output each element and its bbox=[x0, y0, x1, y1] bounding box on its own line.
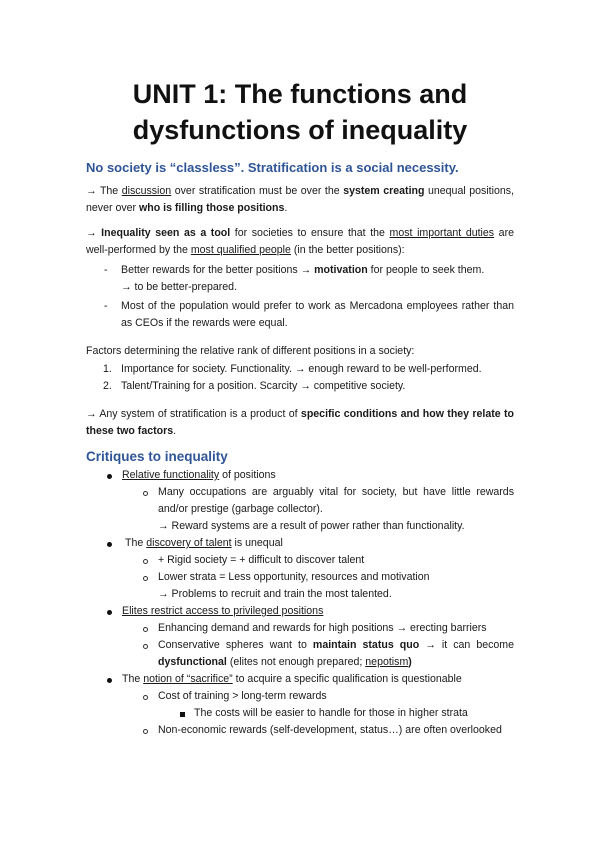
list-number: 2. bbox=[103, 380, 112, 392]
critique-discovery-talent: The discovery of talent is unequal bbox=[125, 537, 283, 549]
bullet-icon bbox=[107, 610, 112, 615]
critique-elites: Elites restrict access to privileged positions bbox=[122, 605, 324, 617]
factor-item-talent: Talent/Training for a position. Scarcity → competitive society. bbox=[121, 380, 406, 392]
subsub-item-higher-strata: The costs will be easier to handle for those in higher strata bbox=[194, 707, 468, 719]
dash-item-rewards: Better rewards for the better positions → motivation for people to seek them. → to be better-prepared. bbox=[121, 264, 485, 293]
sub-item-status-quo: Conservative spheres want to maintain status quo → it can become dysfunctional (elites not enough prepared; nepotism) bbox=[158, 639, 515, 668]
critique-relative-functionality: Relative functionality of positions bbox=[122, 469, 276, 481]
sub-bullet-icon bbox=[143, 559, 148, 564]
document-title-line-1: UNIT 1: The functions and bbox=[132, 79, 468, 109]
arrow-icon: → bbox=[86, 185, 97, 197]
bullet-icon bbox=[107, 542, 112, 547]
document-title-line-2: dysfunctions of inequality bbox=[132, 115, 468, 145]
list-number: 1. bbox=[103, 363, 112, 375]
section-heading-stratification: No society is “classless”. Stratification is a social necessity. bbox=[86, 160, 459, 175]
sub-item-lower-strata: Lower strata = Less opportunity, resources and motivation bbox=[158, 571, 430, 583]
bullet-icon bbox=[107, 678, 112, 683]
section-heading-critiques: Critiques to inequality bbox=[86, 449, 228, 464]
dash-item-mercadona: Most of the population would prefer to work as Mercadona employees rather than as CEOs if the rewards were equal. bbox=[121, 300, 514, 329]
critique-sacrifice: The notion of “sacrifice” to acquire a specific qualification is questionable bbox=[122, 673, 462, 685]
sub-bullet-icon bbox=[143, 627, 148, 632]
dash-bullet: - bbox=[104, 300, 108, 312]
sub-bullet-icon bbox=[143, 695, 148, 700]
dash-bullet: - bbox=[104, 264, 108, 276]
sub-item-recruit-note: → Problems to recruit and train the most talented. bbox=[158, 588, 392, 600]
factor-item-importance: Importance for society. Functionality. → enough reward to be well-performed. bbox=[121, 363, 482, 375]
factors-intro: Factors determining the relative rank of different positions in a society: bbox=[86, 345, 415, 357]
sub-item-power-note: → Reward systems are a result of power rather than functionality. bbox=[158, 520, 465, 532]
paragraph-stratification-product: → Any system of stratification is a product of specific conditions and how they relate to these two factors. bbox=[86, 408, 515, 437]
sub-item-rigid-society: + Rigid society = + difficult to discover talent bbox=[158, 554, 365, 566]
sub-item-cost-training: Cost of training > long-term rewards bbox=[158, 690, 327, 702]
square-bullet-icon bbox=[180, 712, 185, 717]
sub-bullet-icon bbox=[143, 644, 148, 649]
sub-bullet-icon bbox=[143, 491, 148, 496]
sub-bullet-icon bbox=[143, 729, 148, 734]
arrow-icon: → bbox=[86, 227, 97, 239]
sub-item-non-economic: Non-economic rewards (self-development, status…) are often overlooked bbox=[158, 724, 502, 736]
paragraph-inequality-tool: → Inequality seen as a tool for societies to ensure that the most important duties are well-performed by the most qualified people (in the better positions): bbox=[86, 227, 514, 256]
bullet-icon bbox=[107, 474, 112, 479]
sub-item-erecting-barriers: Enhancing demand and rewards for high positions → erecting barriers bbox=[158, 622, 487, 634]
paragraph-discussion: → The discussion over stratification must be over the system creating unequal positions, never over who is filling those positions. bbox=[86, 185, 514, 214]
sub-item-vital-occupations: Many occupations are arguably vital for society, but have little rewards and/or prestige (garbage collector). bbox=[158, 486, 514, 515]
sub-bullet-icon bbox=[143, 576, 148, 581]
